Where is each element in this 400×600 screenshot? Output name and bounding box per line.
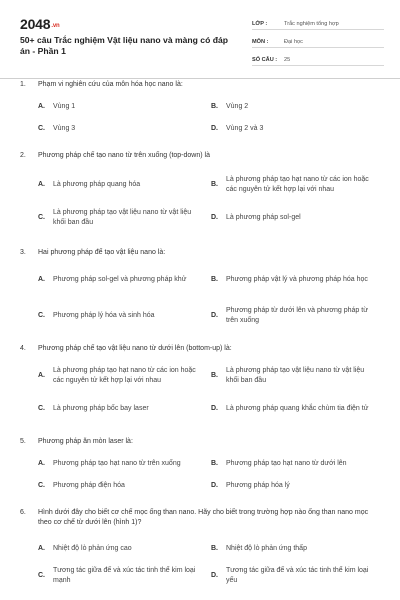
- option-letter: B.: [211, 181, 218, 188]
- question-stem: [20, 508, 380, 528]
- question-text: Hai phương pháp để tạo vật liệu nano là:: [38, 249, 166, 256]
- question-stem: [20, 344, 380, 354]
- question-stem: [20, 80, 380, 90]
- option-d[interactable]: [211, 399, 376, 419]
- option-text: Phương pháp vật lý và phương pháp hóa học: [226, 276, 368, 283]
- option-text: Là phương pháp tạo vật liệu nano từ vật liệu khối ban đầu: [226, 367, 365, 384]
- option-d[interactable]: [211, 208, 376, 228]
- meta-label-subject: MÔN :: [252, 39, 269, 45]
- option-letter: C.: [38, 125, 45, 132]
- option-text: Phương pháp lý hóa và sinh hóa: [53, 312, 155, 319]
- question-text: Phương pháp ăn mòn laser là:: [38, 438, 133, 445]
- option-d[interactable]: [211, 306, 376, 326]
- option-letter: C.: [38, 405, 45, 412]
- option-text: Là phương pháp tạo hạt nano từ các ion hoặc các nguyên tử kết hợp lại với nhau: [226, 176, 369, 193]
- option-c[interactable]: [38, 399, 203, 419]
- meta-value-class: Trắc nghiệm tổng hợp: [284, 21, 339, 27]
- question-text: Phạm vi nghiên cứu của môn hóa học nano là:: [38, 81, 183, 88]
- option-text: Phương pháp tạo hạt nano từ dưới lên: [226, 460, 347, 467]
- question-text: Hình dưới đây cho biết cơ chế mọc ống than nano. Hãy cho biết trong trường hợp nào ống than nano mọc theo cơ chế từ dưới lên (hình 1)?: [38, 509, 369, 526]
- option-text: Là phương pháp tạo vật liệu nano từ vật liệu khối ban đầu: [53, 209, 192, 226]
- option-text: Phương pháp điện hóa: [53, 482, 125, 489]
- option-text: Tương tác giữa đế và xúc tác tinh thể kim loại mạnh: [53, 567, 196, 584]
- option-b[interactable]: [211, 175, 376, 195]
- option-text: Phương pháp tạo hạt nano từ trên xuống: [53, 460, 181, 467]
- option-letter: C.: [38, 482, 45, 489]
- question-number: 5.: [20, 438, 26, 445]
- option-b[interactable]: [211, 459, 376, 469]
- option-c[interactable]: [38, 306, 203, 326]
- option-letter: A.: [38, 181, 45, 188]
- option-b[interactable]: [211, 270, 376, 290]
- logo-suffix: .vn: [51, 23, 60, 29]
- option-letter: C.: [38, 572, 45, 579]
- option-c[interactable]: [38, 124, 203, 134]
- option-text: Phương pháp từ dưới lên và phương pháp từ trên xuống: [226, 307, 368, 324]
- option-text: Vùng 2 và 3: [226, 125, 264, 132]
- site-logo[interactable]: [20, 16, 59, 32]
- option-a[interactable]: [38, 102, 203, 112]
- document-header: [0, 0, 400, 79]
- option-letter: D.: [211, 125, 218, 132]
- option-a[interactable]: [38, 270, 203, 290]
- option-text: Là phương pháp sol-gel: [226, 214, 301, 221]
- option-text: Là phương pháp quang khắc chùm tia điện tử: [226, 405, 369, 412]
- option-text: Tương tác giữa đế và xúc tác tinh thể kim loại yếu: [226, 567, 369, 584]
- option-c[interactable]: [38, 566, 203, 586]
- option-a[interactable]: [38, 544, 203, 554]
- question-number: 3.: [20, 249, 26, 256]
- option-text: Là phương pháp tạo hạt nano từ các ion hoặc các nguyên tử kết hợp lại với nhau: [53, 367, 196, 384]
- meta-value-subject: Đại học: [284, 39, 303, 45]
- question-number: 2.: [20, 152, 26, 159]
- option-d[interactable]: [211, 566, 376, 586]
- meta-row-question-count: [252, 48, 384, 66]
- option-letter: A.: [38, 276, 45, 283]
- option-a[interactable]: [38, 366, 203, 386]
- option-letter: B.: [211, 545, 218, 552]
- option-letter: D.: [211, 482, 218, 489]
- option-b[interactable]: [211, 102, 376, 112]
- option-letter: B.: [211, 372, 218, 379]
- option-letter: A.: [38, 460, 45, 467]
- question-number: 6.: [20, 509, 26, 516]
- question-stem: [20, 248, 380, 258]
- option-text: Phương pháp sol-gel và phương pháp khử: [53, 276, 187, 283]
- option-b[interactable]: [211, 366, 376, 386]
- option-letter: D.: [211, 405, 218, 412]
- question-text: Phương pháp chế tạo vật liệu nano từ dưới lên (bottom-up) là:: [38, 345, 232, 352]
- option-text: Phương pháp hóa lý: [226, 482, 290, 489]
- option-text: Vùng 2: [226, 103, 249, 110]
- option-c[interactable]: [38, 481, 203, 491]
- option-a[interactable]: [38, 175, 203, 195]
- option-text: Là phương pháp bốc bay laser: [53, 405, 149, 412]
- option-letter: C.: [38, 214, 45, 221]
- option-letter: B.: [211, 460, 218, 467]
- option-text: Nhiệt độ lò phản ứng cao: [53, 545, 132, 552]
- question-number: 1.: [20, 81, 26, 88]
- question-stem: [20, 151, 380, 161]
- option-text: Vùng 1: [53, 103, 76, 110]
- option-text: Là phương pháp quang hóa: [53, 181, 141, 188]
- option-a[interactable]: [38, 459, 203, 469]
- option-letter: B.: [211, 276, 218, 283]
- option-letter: A.: [38, 372, 45, 379]
- meta-row-subject: [252, 30, 384, 48]
- option-d[interactable]: [211, 481, 376, 491]
- question-text: Phương pháp chế tạo nano từ trên xuống (top-down) là: [38, 152, 210, 159]
- option-letter: C.: [38, 312, 45, 319]
- option-letter: D.: [211, 312, 218, 319]
- option-letter: D.: [211, 572, 218, 579]
- option-b[interactable]: [211, 544, 376, 554]
- question-stem: [20, 437, 380, 447]
- meta-row-class: [252, 12, 384, 30]
- option-text: Vùng 3: [53, 125, 76, 132]
- document-title: 50+ câu Trắc nghiệm Vật liệu nano và màng có đáp án - Phần 1: [20, 35, 228, 56]
- option-letter: D.: [211, 214, 218, 221]
- option-d[interactable]: [211, 124, 376, 134]
- document-meta: [252, 12, 384, 66]
- option-text: Nhiệt độ lò phản ứng thấp: [226, 545, 307, 552]
- option-letter: A.: [38, 103, 45, 110]
- meta-value-question-count: 25: [284, 57, 291, 63]
- question-number: 4.: [20, 345, 26, 352]
- meta-label-question-count: SỐ CÂU :: [252, 57, 278, 63]
- option-letter: B.: [211, 103, 218, 110]
- meta-label-class: LỚP :: [252, 21, 268, 27]
- option-letter: A.: [38, 545, 45, 552]
- logo-main: 2048: [20, 16, 51, 32]
- option-c[interactable]: [38, 208, 203, 228]
